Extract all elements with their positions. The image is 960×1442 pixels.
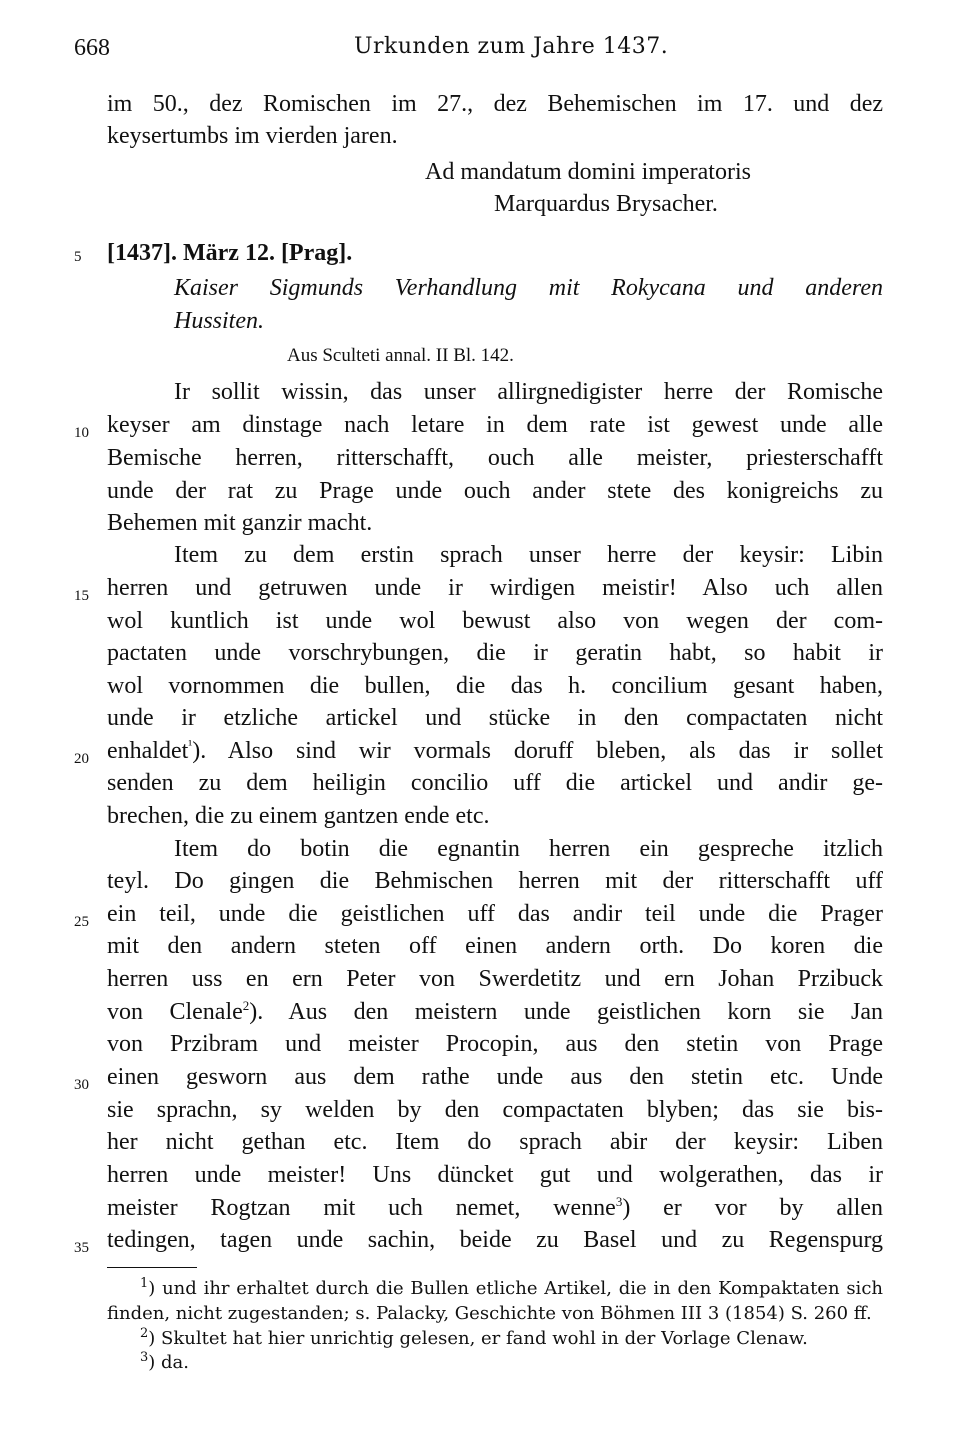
body-line: wol kuntlich ist unde wol bewust also von wegen der com- (107, 608, 883, 634)
body-line: unde ir etzliche artickel und stücke in den compactaten nicht (107, 705, 883, 731)
document-title-line-2: Hussiten. (174, 308, 264, 334)
body-line (107, 739, 883, 763)
source-note: Aus Sculteti annal. II Bl. 142. (287, 345, 514, 366)
footnote-1-line-2: finden, nicht zugestanden; s. Palacky, Geschichte von Böhmen III 3 (1854) S. 260 ff. (107, 1303, 872, 1324)
body-line: her nicht gethan etc. Item do sprach abir der keysir: Liben (107, 1129, 883, 1155)
line-number: 20 (74, 751, 89, 767)
mandate-line-1: Ad mandatum domini imperatoris (425, 159, 751, 185)
footnote-text: ) und ihr erhaltet durch die Bullen etliche Artikel, die in den Kompaktaten sich (148, 1278, 883, 1299)
body-line: herren unde meister! Uns düncket gut und wolgerathen, das ir (107, 1162, 883, 1188)
body-line: Bemische herren, ritterschafft, ouch alle meister, priesterschafft (107, 445, 883, 471)
body-line: Ir sollit wissin, das unser allirgnedigister herre der Romische (174, 379, 883, 405)
footnote-mark: 3 (140, 1350, 149, 1365)
body-line: sie sprachn, sy welden by den compactaten blyben; das sie bis- (107, 1097, 883, 1123)
line-number: 10 (74, 425, 89, 441)
line-number: 35 (74, 1240, 89, 1256)
body-line: mit den andern steten off einen andern orth. Do koren die (107, 933, 883, 959)
mandate-line-2: Marquardus Brysacher. (494, 191, 718, 217)
body-line: von Przibram und meister Procopin, aus den stetin von Prage (107, 1031, 883, 1057)
preamble-line-1: im 50., dez Romischen im 27., dez Behemischen im 17. und dez (107, 91, 883, 117)
body-text: enhaldet (107, 738, 189, 764)
footnote-ref: 3 (615, 1194, 623, 1209)
body-line: Item do botin die egnantin herren ein gespreche itzlich (174, 836, 883, 862)
body-line: senden zu dem heiligin concilio uff die artickel und andir ge- (107, 770, 883, 796)
footnote-text: ) da. (148, 1352, 190, 1373)
footnote-1-line-1 (140, 1276, 883, 1299)
body-line (107, 1000, 883, 1024)
body-line: pactaten unde vorschrybungen, die ir geratin habt, so habit ir (107, 640, 883, 666)
line-number: 5 (74, 249, 82, 265)
body-text: ). Also sind wir vormals doruff bleben, als das ir sollet (192, 738, 883, 764)
footnote-mark: 1 (140, 1276, 149, 1291)
footnote-ref: 2 (242, 998, 250, 1013)
body-text: von Clenale (107, 999, 243, 1025)
footnote-mark: 2 (140, 1326, 149, 1341)
body-line: wol vornommen die bullen, die das h. concilium gesant haben, (107, 673, 883, 699)
body-line: unde der rat zu Prage unde ouch ander stete des konigreichs zu (107, 478, 883, 504)
body-text: ). Aus den meistern unde geistlichen korn sie Jan (249, 999, 883, 1025)
body-line: ein teil, unde die geistlichen uff das andir teil unde die Prager (107, 901, 883, 927)
document-date-line: [1437]. März 12. [Prag]. (107, 240, 353, 266)
body-text: meister Rogtzan mit uch nemet, wenne (107, 1195, 616, 1221)
running-title: Urkunden zum Jahre 1437. (354, 34, 669, 59)
line-number: 25 (74, 914, 89, 930)
footnote-2 (140, 1326, 808, 1349)
footnote-3 (140, 1350, 190, 1373)
document-title-line-1: Kaiser Sigmunds Verhandlung mit Rokycana und anderen (174, 275, 883, 301)
body-line: brechen, die zu einem gantzen ende etc. (107, 803, 490, 829)
body-line: teyl. Do gingen die Behmischen herren mit der ritterschafft uff (107, 868, 883, 894)
body-line: keyser am dinstage nach letare in dem rate ist gewest unde alle (107, 412, 883, 438)
body-line: tedingen, tagen unde sachin, beide zu Basel und zu Regenspurg (107, 1227, 883, 1253)
body-line: einen gesworn aus dem rathe unde aus den stetin etc. Unde (107, 1064, 883, 1090)
body-line: Item zu dem erstin sprach unser herre der keysir: Libin (174, 542, 883, 568)
body-line: herren uss en ern Peter von Swerdetitz und ern Johan Przibuck (107, 966, 883, 992)
body-line: Behemen mit ganzir macht. (107, 510, 373, 536)
preamble-line-2: keysertumbs im vierden jaren. (107, 123, 398, 149)
body-line (107, 1196, 883, 1220)
page-number: 668 (74, 35, 110, 61)
footnote-rule (107, 1267, 197, 1268)
footnote-ref: ¹ (188, 737, 193, 752)
body-line: herren und getruwen unde ir wirdigen meistir! Also uch allen (107, 575, 883, 601)
body-text: ) er vor by allen (622, 1195, 883, 1221)
line-number: 15 (74, 588, 89, 604)
line-number: 30 (74, 1077, 89, 1093)
footnote-text: ) Skultet hat hier unrichtig gelesen, er fand wohl in der Vorlage Clenaw. (148, 1328, 808, 1349)
